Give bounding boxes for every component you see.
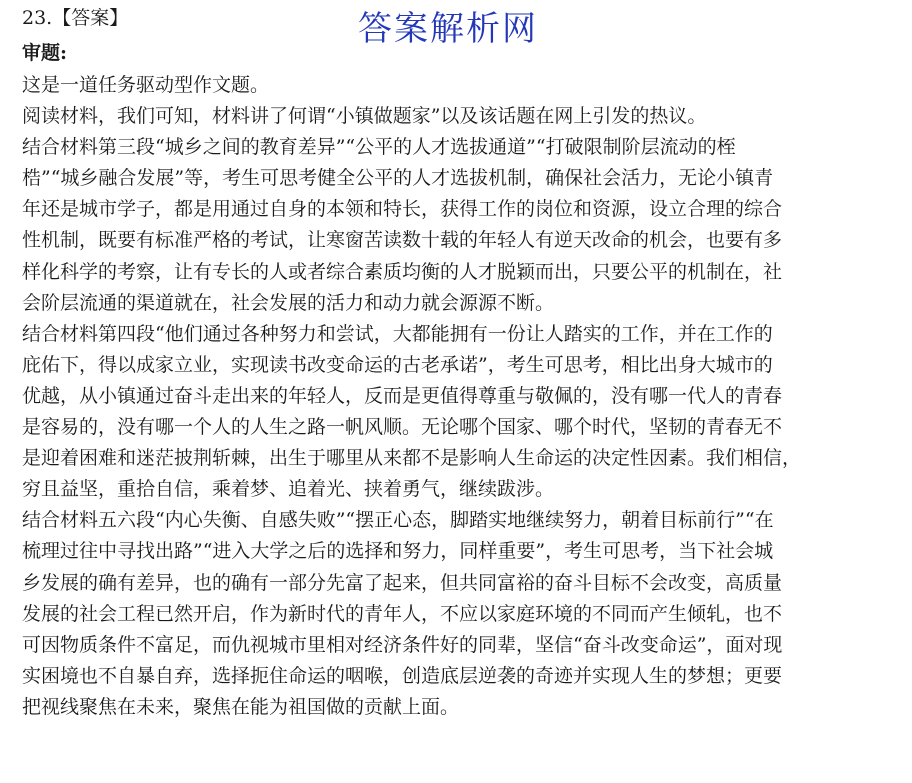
- text-line: 庇佑下，得以成家立业，实现读书改变命运的古老承诺”，考生可思考，相比出身大城市的: [22, 353, 773, 376]
- text-line: 梏”“城乡融合发展”等，考生可思考健全公平的人才选拔机制，确保社会活力，无论小镇青: [22, 167, 774, 190]
- text-line: 样化科学的考察，让有专长的人或者综合素质均衡的人才脱颖而出，只要公平的机制在，社: [22, 260, 783, 283]
- text-line: 乡发展的确有差异，也的确有一部分先富了起来，但共同富裕的奋斗目标不会改变，高质量: [22, 571, 783, 594]
- text-line: 这是一道任务驱动型作文题。: [22, 74, 270, 96]
- site-watermark: 答案解析网: [358, 9, 538, 49]
- text-line: 可因物质条件不富足，而仇视城市里相对经济条件好的同辈，坚信“奋斗改变命运”，面对现: [22, 633, 783, 656]
- text-line: 结合材料五六段“内心失衡、自感失败”“摆正心态，脚踏实地继续努力，朝着目标前行”“在: [22, 509, 774, 532]
- section-label-shenti: 审题:: [22, 42, 68, 64]
- text-line: 会阶层流通的渠道就在，社会发展的活力和动力就会源源不断。: [22, 291, 555, 314]
- text-line: 阅读材料，我们可知，材料讲了何谓“小镇做题家”以及该话题在网上引发的热议。: [22, 105, 707, 128]
- text-line: 实困境也不自暴自弃，选择扼住命运的咽喉，创造底层逆袭的奇迹并实现人生的梦想；更要: [22, 664, 783, 687]
- text-line: 结合材料第三段“城乡之间的教育差异”“公平的人才选拔通道”“打破限制阶层流动的桎: [22, 136, 736, 159]
- text-line: 优越，从小镇通过奋斗走出来的年轻人，反而是更值得尊重与敬佩的，没有哪一代人的青春: [22, 384, 783, 407]
- text-line: 梳理过往中寻找出路”“进入大学之后的选择和努力，同样重要”，考生可思考，当下社会城: [22, 540, 774, 563]
- text-line: 结合材料第四段“他们通过各种努力和尝试，大都能拥有一份让人踏实的工作，并在工作的: [22, 322, 773, 345]
- essay-analysis-body: [22, 70, 894, 723]
- text-line: 是容易的，没有哪一个人的人生之路一帆风顺。无论哪个国家、哪个时代，坚韧的青春无不: [22, 416, 783, 439]
- text-line: 年还是城市学子，都是用通过自身的本领和特长，获得工作的岗位和资源，设立合理的综合: [22, 198, 783, 221]
- text-line: 把视线聚焦在未来，聚焦在能为祖国做的贡献上面。: [22, 695, 460, 718]
- text-line: 性机制，既要有标准严格的考试，让寒窗苦读数十载的年轻人有逆天改命的机会，也要有多: [22, 229, 783, 252]
- text-line: 是迎着困难和迷茫披荆斩棘，出生于哪里从来都不是影响人生命运的决定性因素。我们相信，: [22, 447, 802, 470]
- question-number-answer-header: 23.【答案】: [22, 7, 129, 29]
- text-line: 发展的社会工程已然开启，作为新时代的青年人，不应以家庭环境的不同而产生倾轧，也不: [22, 602, 783, 625]
- text-line: 穷且益坚，重拾自信，乘着梦、追着光、挟着勇气，继续跋涉。: [22, 478, 555, 501]
